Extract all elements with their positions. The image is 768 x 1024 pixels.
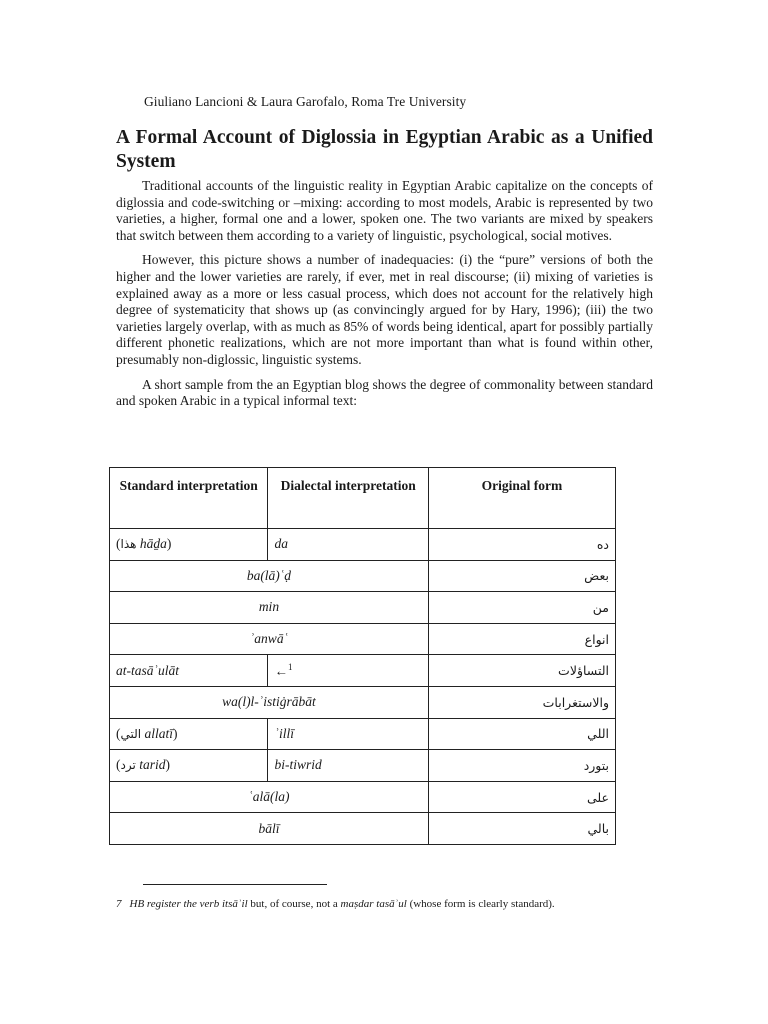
cell-standard: at-tasāʾulāt (110, 655, 268, 687)
table-row (110, 813, 616, 845)
table-row (110, 529, 616, 561)
table-row (110, 750, 616, 782)
cell-original: انواع (428, 623, 615, 655)
cell-merged: min (110, 592, 429, 624)
cell-original: بالي (428, 813, 615, 845)
footnote (116, 895, 653, 913)
header-dialectal: Dialectal interpretation (268, 468, 428, 529)
left-arrow-icon: ← (274, 663, 288, 679)
paper-title: A Formal Account of Diglossia in Egyptian Arabic as a Unified System (116, 127, 653, 172)
standard-arabic: هذا (120, 537, 137, 552)
cell-standard: (التي allatī) (110, 718, 268, 750)
cell-dialectal (268, 655, 428, 687)
table-row (110, 560, 616, 592)
author-line: Giuliano Lancioni & Laura Garofalo, Roma Tre University (144, 94, 467, 109)
header-original: Original form (428, 468, 615, 529)
paragraph-1: Traditional accounts of the linguistic reality in Egyptian Arabic capitalize on the concepts of diglossia and code-switching or –mixing: according to most models, Arabic is represented by two varieties, a higher, formal one and a lower, spoken one. The two variants are mixed by speakers that switch between them according to a variety of linguistic, psychological, social motives. (116, 178, 653, 243)
footnote-part-3: maṣdar tasāʾul (340, 898, 407, 910)
cell-merged: wa(l)l-ʾistiġrābāt (110, 686, 429, 718)
standard-translit: allatī (144, 725, 174, 741)
paragraph-3: A short sample from the an Egyptian blog shows the degree of commonality between standard and spoken Arabic in a typical informal text: (116, 376, 653, 409)
cell-merged: ʾanwāʿ (110, 623, 429, 655)
standard-arabic: التي (120, 726, 142, 741)
table-row (110, 623, 616, 655)
footnote-part-4: (whose form is clearly standard). (406, 898, 555, 910)
cell-original: التساؤلات (428, 655, 615, 687)
footnote-part-2: but, of course, not a (247, 898, 341, 910)
standard-translit: tarid (139, 757, 166, 773)
cell-merged: ba(lā)ʿḍ (110, 560, 429, 592)
footnote-number: 7 (116, 898, 122, 910)
table-row (110, 592, 616, 624)
standard-translit: hāḏa (139, 536, 167, 552)
cell-original: على (428, 781, 615, 813)
paragraph-2: However, this picture shows a number of inadequacies: (i) the “pure” versions of both the higher and the lower varieties are rarely, if ever, met in real discourse; (ii) mixing of varieties is explained away as a more or less casual process, which does not account for the relatively high degree of systematicity that shows up (as convincingly argued for by Hary, 1996); (iii) the two varieties largely overlap, with as much as 85% of words being identical, apart for possibly partially different phonetic realizations, which are not more important than what is found within other, presumably non-diglossic, linguistic systems. (116, 252, 653, 367)
gloss-table (109, 467, 616, 845)
cell-standard: (هذا hāḏa) (110, 529, 268, 561)
footnote-divider (143, 884, 327, 885)
cell-dialectal: ʾillī (268, 718, 428, 750)
table-row (110, 781, 616, 813)
cell-original: بعض (428, 560, 615, 592)
cell-dialectal: bi-tiwrid (268, 750, 428, 782)
header-standard: Standard interpretation (110, 468, 268, 529)
standard-arabic: ترد (120, 758, 136, 773)
cell-standard: (ترد tarid) (110, 750, 268, 782)
cell-original: بتورد (428, 750, 615, 782)
cell-merged: ʿalā(la) (110, 781, 429, 813)
footnote-part-1: HB register the verb itsāʾil (129, 898, 248, 910)
body-text (116, 178, 653, 418)
cell-original: ده (428, 529, 615, 561)
table-row (110, 655, 616, 687)
table-row (110, 718, 616, 750)
cell-dialectal: da (268, 529, 428, 561)
footnote-ref: 1 (287, 661, 293, 672)
table-header-row (110, 468, 616, 529)
cell-original: والاستغرابات (428, 686, 615, 718)
cell-original: من (428, 592, 615, 624)
cell-original: اللي (428, 718, 615, 750)
table-row (110, 686, 616, 718)
cell-merged: bālī (110, 813, 429, 845)
